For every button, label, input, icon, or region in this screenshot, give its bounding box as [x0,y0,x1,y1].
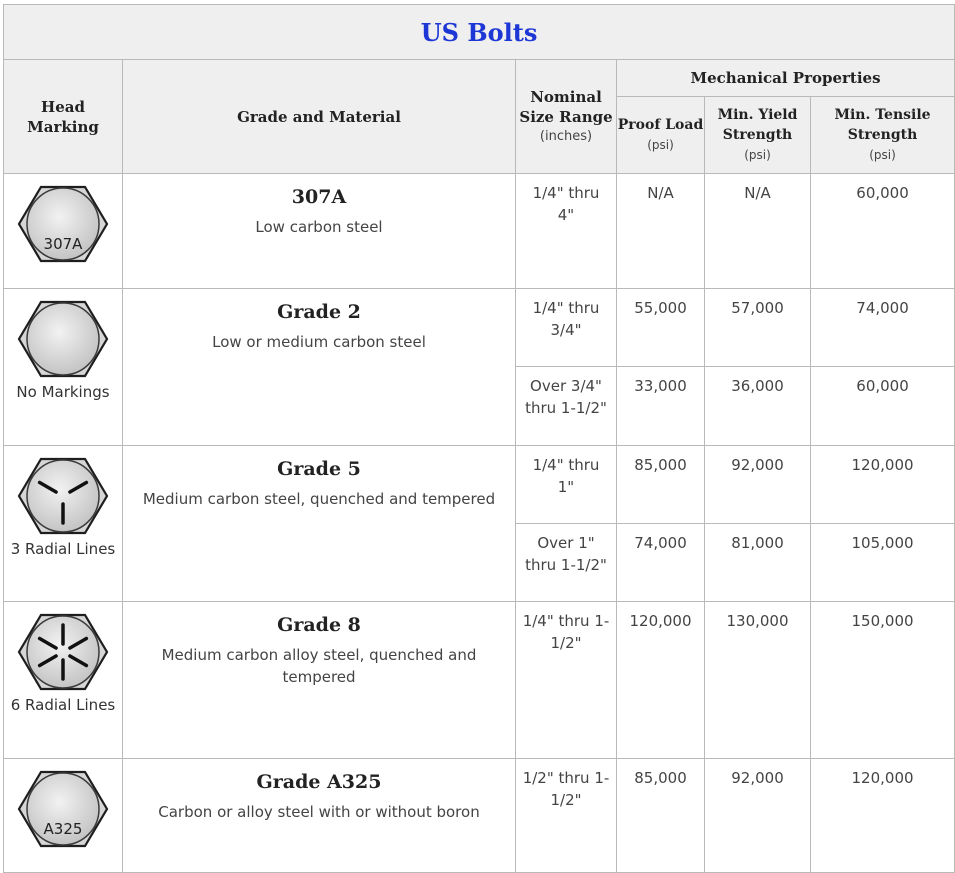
grade-material: Carbon or alloy steel with or without boron [158,803,480,821]
header-proof-load: Proof Load (psi) [617,97,705,174]
table-row [4,289,955,367]
grade-name: Grade 5 [277,458,361,480]
grade-name: Grade A325 [256,771,382,793]
head-marking-label: 3 Radial Lines [10,540,116,558]
grade-name: 307A [291,186,347,208]
table-row [4,174,955,289]
min-tensile-cell: 150,000 [811,602,955,759]
hex-head-3-radial-lines-icon [16,456,110,536]
grade-cell [123,759,516,873]
size-range-cell: 1/4" thru 3/4" [516,289,617,367]
grade-name: Grade 2 [277,301,361,323]
proof-load-cell: 120,000 [617,602,705,759]
header-min-tensile: Min. Tensile Strength (psi) [811,97,955,174]
grade-material: Medium carbon steel, quenched and tempered [142,490,496,508]
table-row [4,602,955,759]
head-marking-cell [4,289,123,446]
min-tensile-cell: 60,000 [811,367,955,446]
hex-head-plain-icon [16,299,110,379]
grade-material: Low carbon steel [255,218,383,236]
table-row [4,759,955,873]
size-range-cell: 1/4" thru 1-1/2" [516,602,617,759]
size-range-cell: Over 1" thru 1-1/2" [516,524,617,602]
min-tensile-cell: 74,000 [811,289,955,367]
head-marking-cell [4,759,123,873]
hex-head-a325-icon [16,769,110,849]
grade-material: Low or medium carbon steel [212,333,426,351]
proof-load-cell: 85,000 [617,759,705,873]
header-nominal-size: Nominal Size Range (inches) [516,60,617,174]
head-marking-text: 307A [43,235,83,253]
header-min-yield-unit: (psi) [744,148,771,162]
size-range-cell: 1/4" thru 1" [516,446,617,524]
min-yield-cell: 36,000 [705,367,811,446]
grade-cell [123,174,516,289]
header-mechanical-properties: Mechanical Properties [617,60,955,97]
min-tensile-cell: 105,000 [811,524,955,602]
head-marking-text: A325 [43,820,83,838]
size-range-cell: 1/2" thru 1-1/2" [516,759,617,873]
proof-load-cell: 55,000 [617,289,705,367]
min-tensile-cell: 120,000 [811,446,955,524]
head-marking-label: No Markings [16,383,110,401]
head-marking-label: 6 Radial Lines [10,696,116,714]
grade-material: Medium carbon alloy steel, quenched and tempered [161,646,477,686]
proof-load-cell: 74,000 [617,524,705,602]
min-yield-cell: 57,000 [705,289,811,367]
hex-head-6-radial-lines-icon [16,612,110,692]
header-min-tensile-unit: (psi) [869,148,896,162]
grade-name: Grade 8 [277,614,361,636]
header-proof-load-unit: (psi) [647,138,674,152]
header-grade-material: Grade and Material [123,60,516,174]
size-range-cell: Over 3/4" thru 1-1/2" [516,367,617,446]
min-yield-cell: N/A [705,174,811,289]
min-yield-cell: 92,000 [705,446,811,524]
us-bolts-table [3,4,955,873]
header-min-yield: Min. Yield Strength (psi) [705,97,811,174]
min-yield-cell: 130,000 [705,602,811,759]
grade-cell [123,289,516,446]
header-nominal-size-unit: (inches) [539,128,593,144]
proof-load-cell: 85,000 [617,446,705,524]
min-tensile-cell: 120,000 [811,759,955,873]
proof-load-cell: 33,000 [617,367,705,446]
hex-head-307a-icon [16,184,110,264]
proof-load-cell: N/A [617,174,705,289]
min-tensile-cell: 60,000 [811,174,955,289]
grade-cell [123,602,516,759]
head-marking-cell [4,174,123,289]
table-title: US Bolts [4,5,955,60]
size-range-cell: 1/4" thru 4" [516,174,617,289]
head-marking-cell [4,602,123,759]
table-body [4,174,955,873]
min-yield-cell: 81,000 [705,524,811,602]
head-marking-cell [4,446,123,602]
header-head-marking: Head Marking [4,60,123,174]
min-yield-cell: 92,000 [705,759,811,873]
grade-cell [123,446,516,602]
table-row [4,446,955,524]
